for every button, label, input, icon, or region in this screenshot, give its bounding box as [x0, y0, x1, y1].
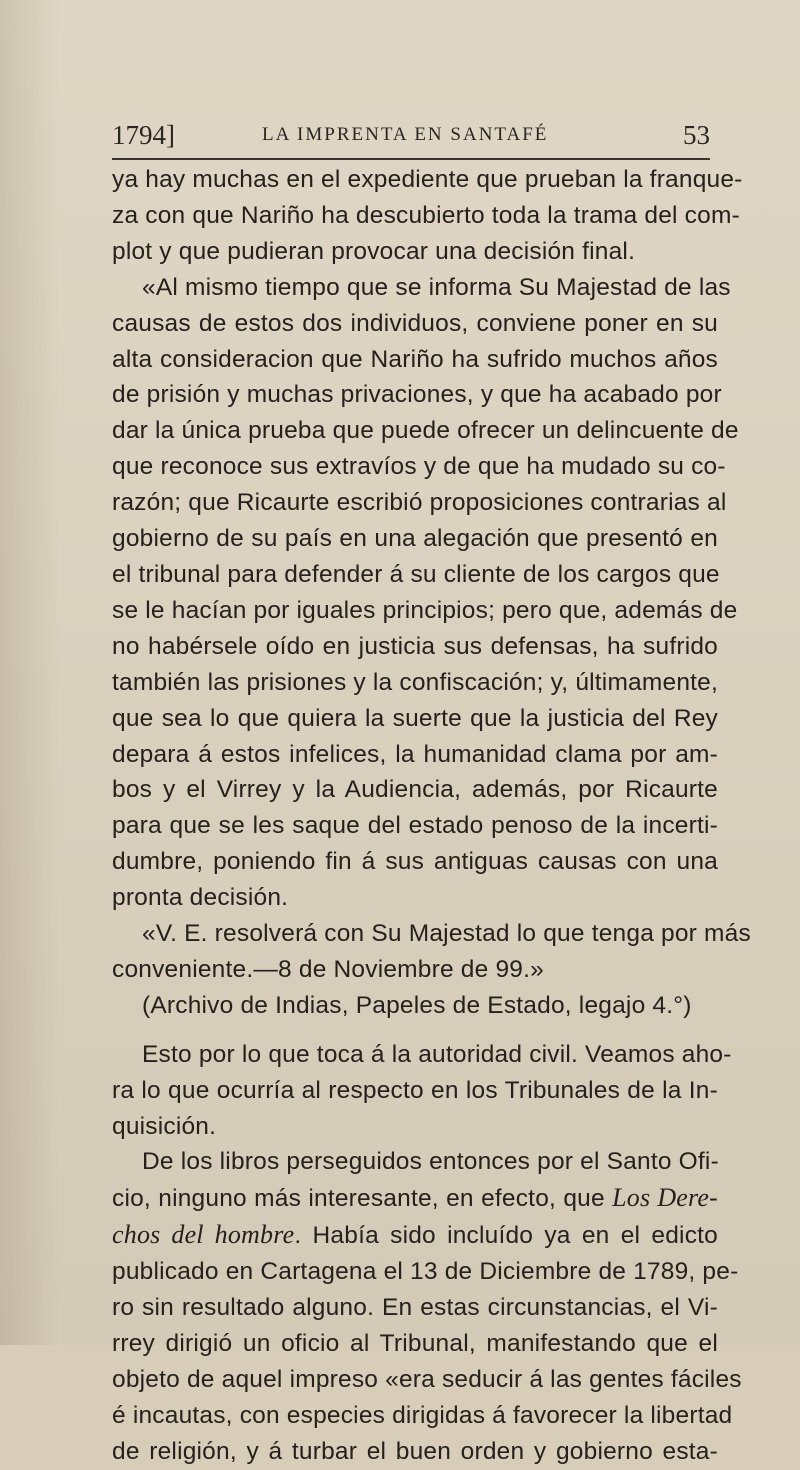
text-segment: cio, ninguno más interesante, en efecto, que: [112, 1185, 613, 1213]
text-line: objeto de aquel impreso «era seducir á las gentes fáciles: [112, 1365, 742, 1393]
page-number: 53: [683, 120, 710, 150]
header-year: 1794]: [112, 120, 175, 150]
text-line: rrey dirigió un oficio al Tribunal, manifestando que el: [112, 1330, 718, 1357]
text-line: Esto por lo que toca á la autoridad civil. Veamos aho-: [142, 1040, 732, 1068]
text-line: [112, 1217, 718, 1254]
text-line: ya hay muchas en el expediente que prueban la franque-: [112, 166, 743, 193]
italic-title: chos del hombre: [112, 1220, 295, 1250]
text-line: za con que Nariño ha descubierto toda la trama del com-: [112, 201, 740, 229]
text-line: ro sin resultado alguno. En estas circunstancias, el Vi-: [112, 1294, 718, 1322]
text-segment: . Había sido incluído ya en el edicto: [294, 1222, 718, 1250]
text-line: De los libros perseguidos entonces por el Santo Ofi-: [142, 1148, 719, 1176]
text-line: que sea lo que quiera la suerte que la justicia del Rey: [112, 704, 718, 732]
text-line: dumbre, poniendo fin á sus antiguas causas con una: [112, 848, 718, 876]
text-line: é incautas, con especies dirigidas á favorecer la libertad: [112, 1401, 733, 1429]
text-line: de religión, y á turbar el buen orden y gobierno esta-: [112, 1437, 718, 1465]
text-line: «Al mismo tiempo que se informa Su Majestad de las: [142, 273, 731, 301]
text-line: depara á estos infelices, la humanidad clama por am-: [112, 740, 718, 768]
text-line: causas de estos dos individuos, conviene poner en su: [112, 309, 718, 337]
text-line: ra lo que ocurría al respecto en los Tribunales de la In-: [112, 1076, 718, 1104]
text-line: plot y que pudieran provocar una decisión final.: [112, 237, 636, 265]
text-line: razón; que Ricaurte escribió proposiciones contrarias al: [112, 489, 727, 517]
text-line: bos y el Virrey y la Audiencia, además, por Ricaurte: [112, 776, 718, 804]
text-line: gobierno de su país en una alegación que presentó en: [112, 525, 718, 553]
text-line: publicado en Cartagena el 13 de Diciembre de 1789, pe-: [112, 1258, 739, 1286]
text-line: que reconoce sus extravíos y de que ha mudado su co-: [112, 453, 726, 481]
text-line: no habérsele oído en justicia sus defensas, ha sufrido: [112, 632, 718, 660]
text-line: quisición.: [112, 1112, 217, 1140]
text-line: también las prisiones y la confiscación; y, últimamente,: [112, 668, 718, 696]
text-line: dar la única prueba que puede ofrecer un delincuente de: [112, 417, 739, 445]
body-text: [112, 162, 751, 1470]
italic-title: Los Dere-: [612, 1183, 718, 1213]
text-line: conveniente.—8 de Noviembre de 99.»: [112, 955, 544, 983]
header-rule: [112, 158, 710, 160]
text-line: el tribunal para defender á su cliente de los cargos que: [112, 560, 720, 588]
text-line: para que se les saque del estado penoso de la incerti-: [112, 812, 718, 840]
text-line: alta consideracion que Nariño ha sufrido muchos años: [112, 345, 718, 373]
text-line: (Archivo de Indias, Papeles de Estado, legajo 4.°): [142, 991, 692, 1019]
header-title: LA IMPRENTA EN SANTAFÉ: [262, 124, 549, 145]
text-line: se le hacían por iguales principios; pero que, además de: [112, 596, 738, 624]
text-line: pronta decisión.: [112, 884, 289, 912]
running-head: [112, 118, 710, 158]
text-line: [112, 1180, 718, 1217]
text-line: «V. E. resolverá con Su Majestad lo que tenga por más: [142, 920, 751, 948]
text-line: de prisión y muchas privaciones, y que ha acabado por: [112, 381, 722, 409]
